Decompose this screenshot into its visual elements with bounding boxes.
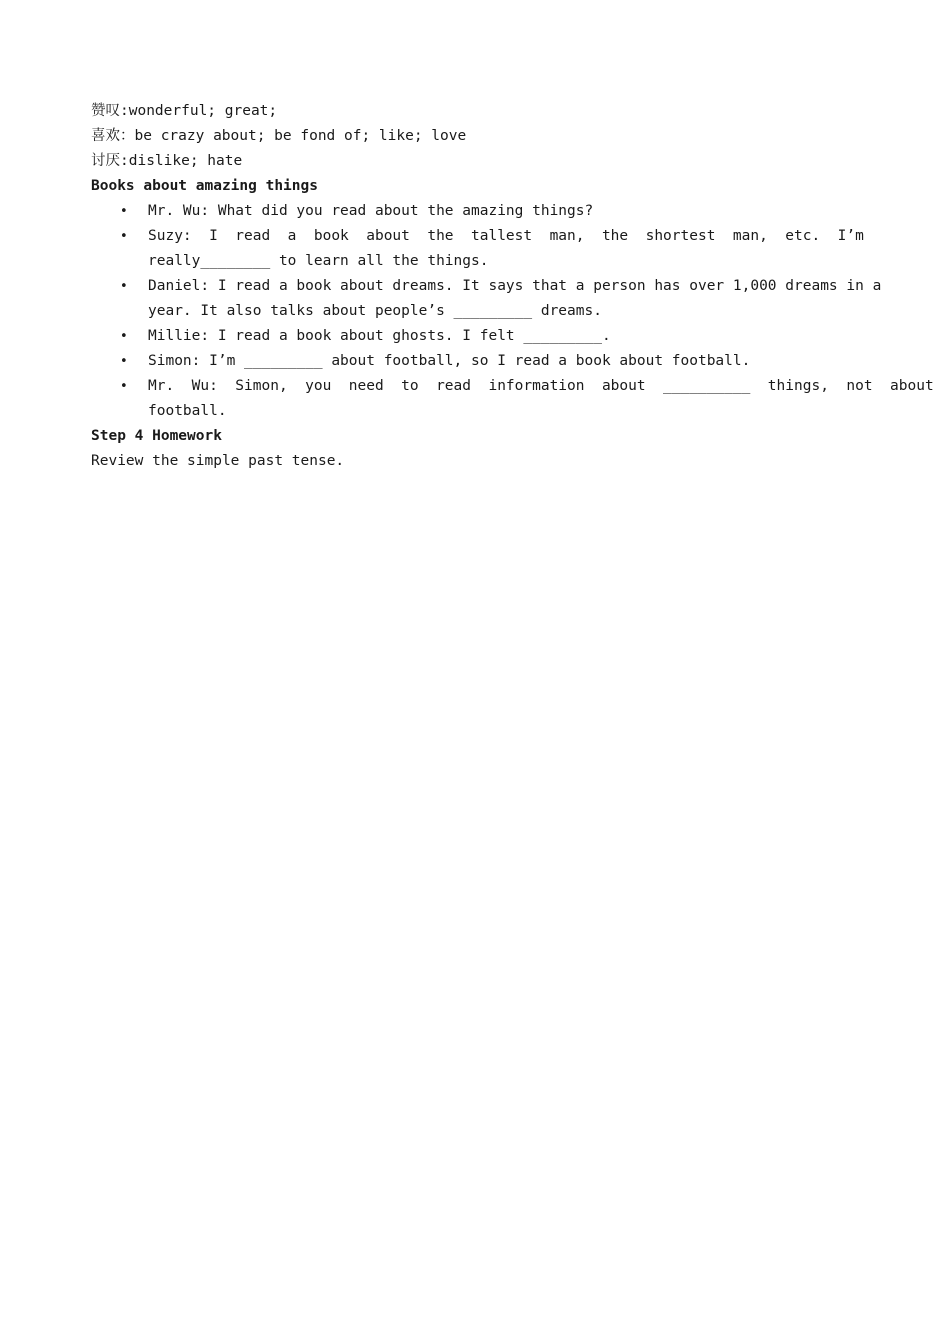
dialogue-list — [91, 199, 934, 424]
list-item — [91, 274, 882, 324]
dialogue-line: Daniel: I read a book about dreams. It says that a person has over 1,000 dreams in a — [148, 278, 882, 294]
vocab-line-like: 喜欢：be crazy about; be fond of; like; love — [91, 128, 467, 144]
list-item — [91, 349, 861, 374]
vocab-line-praise: 赞叹:wonderful; great; — [91, 103, 278, 119]
homework-text: Review the simple past tense. — [91, 453, 345, 469]
dialogue-line: Suzy: I read a book about the tallest man, the shortest man, etc. I’m — [148, 228, 864, 244]
dialogue-line: Mr. Wu: What did you read about the amazing things? — [148, 203, 594, 219]
dialogue-line-continued: year. It also talks about people’s _________ dreams. — [148, 303, 602, 319]
list-item — [91, 324, 861, 349]
list-item — [91, 199, 861, 224]
vocab-line-dislike: 讨厌:dislike; hate — [91, 153, 243, 169]
list-item — [91, 224, 864, 274]
bullet-icon: • — [120, 329, 128, 344]
section-heading-homework: Step 4 Homework — [91, 428, 222, 444]
section-heading-books: Books about amazing things — [91, 178, 318, 194]
list-item — [91, 374, 934, 424]
dialogue-line: Mr. Wu: Simon, you need to read information about __________ things, not about — [148, 378, 934, 394]
dialogue-line-continued: football. — [148, 403, 227, 419]
bullet-icon: • — [120, 379, 128, 394]
bullet-icon: • — [120, 229, 128, 244]
bullet-icon: • — [120, 279, 128, 294]
bullet-icon: • — [120, 354, 128, 369]
dialogue-line: Simon: I’m _________ about football, so I read a book about football. — [148, 353, 751, 369]
bullet-icon: • — [120, 204, 128, 219]
dialogue-line: Millie: I read a book about ghosts. I felt _________. — [148, 328, 611, 344]
document-page — [91, 99, 934, 474]
dialogue-line-continued: really________ to learn all the things. — [148, 253, 489, 269]
